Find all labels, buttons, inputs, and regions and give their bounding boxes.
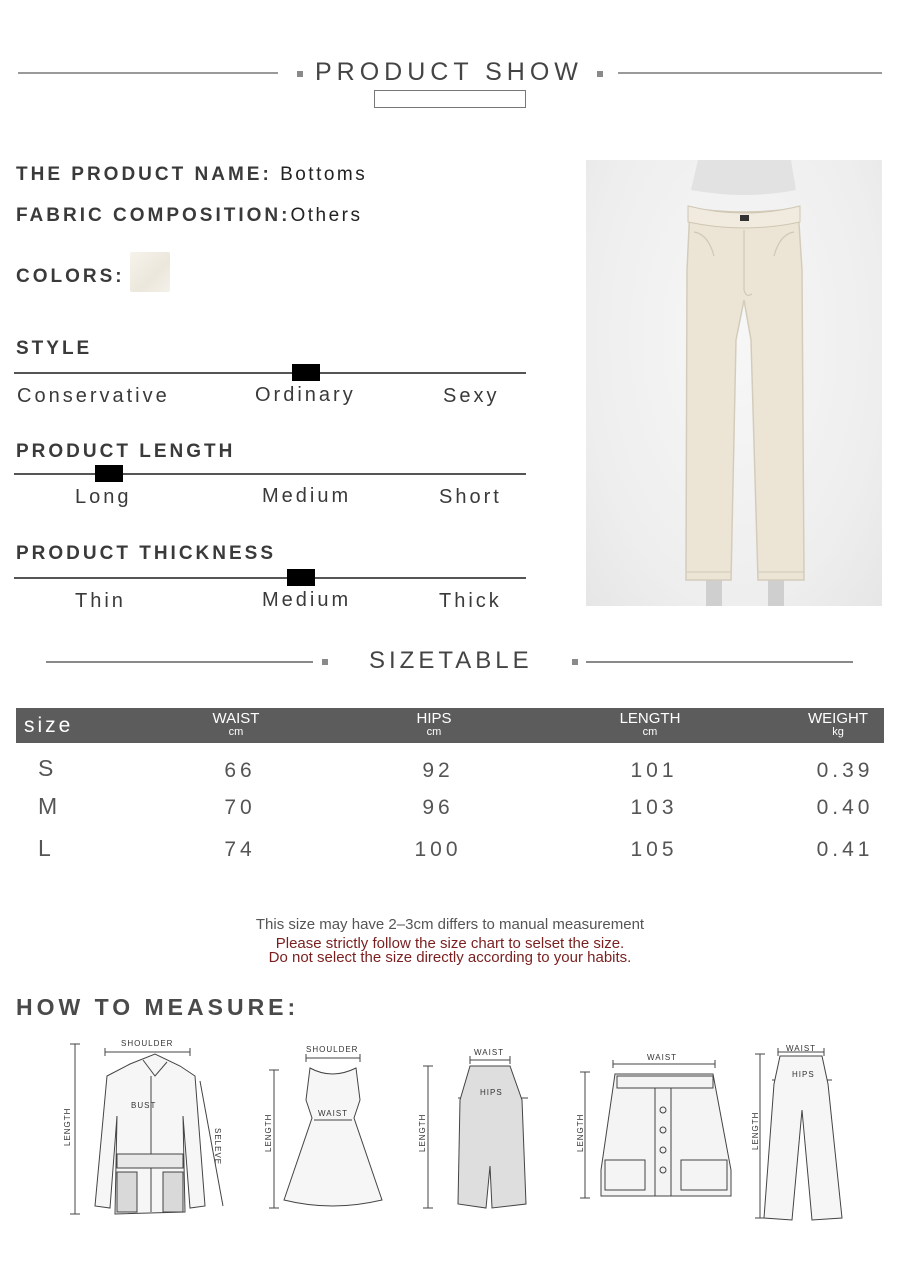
thickness-option-medium: Medium bbox=[262, 589, 352, 611]
waist-cell: 66 bbox=[224, 759, 256, 782]
style-scale-line bbox=[14, 372, 526, 374]
waist-header-label: WAIST bbox=[212, 710, 260, 727]
product-name-value: Bottoms bbox=[280, 164, 368, 185]
length-cell: 101 bbox=[630, 759, 678, 782]
product-name-row bbox=[16, 164, 367, 186]
waist-column-header bbox=[196, 711, 276, 739]
style-option-ordinary: Ordinary bbox=[255, 384, 356, 406]
length-header-unit: cm bbox=[642, 726, 658, 738]
header-frame bbox=[374, 90, 526, 108]
length-label-skirt: LENGTH bbox=[418, 1113, 427, 1152]
hips-cell: 96 bbox=[422, 796, 454, 819]
fabric-row bbox=[16, 205, 362, 227]
size-cell: M bbox=[38, 793, 58, 819]
sizetable-rule-right bbox=[586, 661, 853, 663]
bust-label-jacket: BUST bbox=[131, 1101, 157, 1110]
skirt-measure-diagram bbox=[410, 1046, 540, 1216]
length-option-long: Long bbox=[75, 486, 132, 508]
length-label-dress: LENGTH bbox=[264, 1113, 273, 1152]
shoulder-label-dress: SHOULDER bbox=[306, 1045, 359, 1054]
style-option-conservative: Conservative bbox=[17, 385, 170, 407]
size-warning-2: Do not select the size directly according to your habits. bbox=[268, 949, 632, 966]
hips-cell: 100 bbox=[414, 838, 462, 861]
weight-cell: 0.40 bbox=[816, 796, 874, 819]
length-cell: 103 bbox=[630, 796, 678, 819]
thickness-title: PRODUCT THICKNESS bbox=[16, 543, 277, 564]
fabric-label: FABRIC COMPOSITION: bbox=[16, 205, 291, 226]
length-marker bbox=[95, 465, 123, 482]
product-name-label: THE PRODUCT NAME: bbox=[16, 164, 272, 185]
hips-column-header bbox=[394, 711, 474, 739]
weight-cell: 0.39 bbox=[816, 759, 874, 782]
thickness-marker bbox=[287, 569, 315, 586]
length-header-label: LENGTH bbox=[619, 710, 681, 727]
thickness-option-thin: Thin bbox=[75, 590, 126, 612]
waist-cell: 74 bbox=[224, 838, 256, 861]
shoulder-label-jacket: SHOULDER bbox=[121, 1039, 174, 1048]
length-option-short: Short bbox=[439, 486, 502, 508]
sizetable-bullet-left bbox=[322, 659, 328, 665]
style-option-sexy: Sexy bbox=[443, 385, 500, 407]
waist-cell: 70 bbox=[224, 796, 256, 819]
size-table-header bbox=[16, 708, 884, 743]
size-column-header: size bbox=[24, 714, 74, 737]
header-bullet-right bbox=[597, 71, 603, 77]
waist-label-pants: WAIST bbox=[786, 1044, 817, 1053]
sizetable-bullet-right bbox=[572, 659, 578, 665]
weight-column-header bbox=[798, 711, 878, 739]
waist-label-shorts: WAIST bbox=[647, 1053, 678, 1062]
measurement-note: This size may have 2–3cm differs to manual measurement bbox=[255, 916, 645, 933]
hips-cell: 92 bbox=[422, 759, 454, 782]
selve-label-jacket: SELEVE bbox=[213, 1128, 222, 1166]
how-to-measure-title: HOW TO MEASURE: bbox=[16, 994, 300, 1020]
shorts-measure-diagram bbox=[575, 1050, 745, 1205]
dress-measure-diagram bbox=[262, 1040, 392, 1215]
hips-header-unit: cm bbox=[426, 726, 442, 738]
sizetable-rule-left bbox=[46, 661, 313, 663]
hips-label-skirt: HIPS bbox=[480, 1088, 503, 1097]
page-title: PRODUCT SHOW bbox=[315, 58, 583, 86]
jacket-measure-diagram bbox=[55, 1036, 245, 1221]
colors-label: COLORS: bbox=[16, 266, 125, 287]
length-label-shorts: LENGTH bbox=[576, 1113, 585, 1152]
length-title: PRODUCT LENGTH bbox=[16, 441, 236, 462]
color-swatch[interactable] bbox=[130, 252, 170, 292]
weight-header-label: WEIGHT bbox=[808, 710, 868, 727]
waist-label-dress: WAIST bbox=[318, 1109, 349, 1118]
thickness-scale-line bbox=[14, 577, 526, 579]
weight-header-unit: kg bbox=[832, 726, 844, 738]
size-warning-1: Please strictly follow the size chart to selset the size. bbox=[275, 935, 625, 952]
length-column-header bbox=[610, 711, 690, 739]
length-cell: 105 bbox=[630, 838, 678, 861]
fabric-value: Others bbox=[290, 205, 363, 226]
length-label-pants: LENGTH bbox=[751, 1111, 760, 1150]
header-bullet-left bbox=[297, 71, 303, 77]
length-option-medium: Medium bbox=[262, 485, 352, 507]
sizetable-title: SIZETABLE bbox=[369, 647, 533, 674]
weight-cell: 0.41 bbox=[816, 838, 874, 861]
size-cell: S bbox=[38, 755, 54, 781]
style-title: STYLE bbox=[16, 338, 93, 359]
length-label-jacket: LENGTH bbox=[63, 1107, 72, 1146]
waist-label-skirt: WAIST bbox=[474, 1048, 505, 1057]
thickness-option-thick: Thick bbox=[439, 590, 502, 612]
product-photo[interactable] bbox=[586, 160, 882, 606]
style-marker bbox=[292, 364, 320, 381]
header-rule-right bbox=[618, 72, 882, 74]
header-rule-left bbox=[18, 72, 278, 74]
size-cell: L bbox=[38, 835, 51, 861]
length-scale-line bbox=[14, 473, 526, 475]
waist-header-unit: cm bbox=[228, 726, 244, 738]
pants-measure-diagram bbox=[750, 1040, 850, 1225]
hips-header-label: HIPS bbox=[416, 710, 452, 727]
hips-label-pants: HIPS bbox=[792, 1070, 815, 1079]
pants-illustration bbox=[586, 160, 882, 606]
